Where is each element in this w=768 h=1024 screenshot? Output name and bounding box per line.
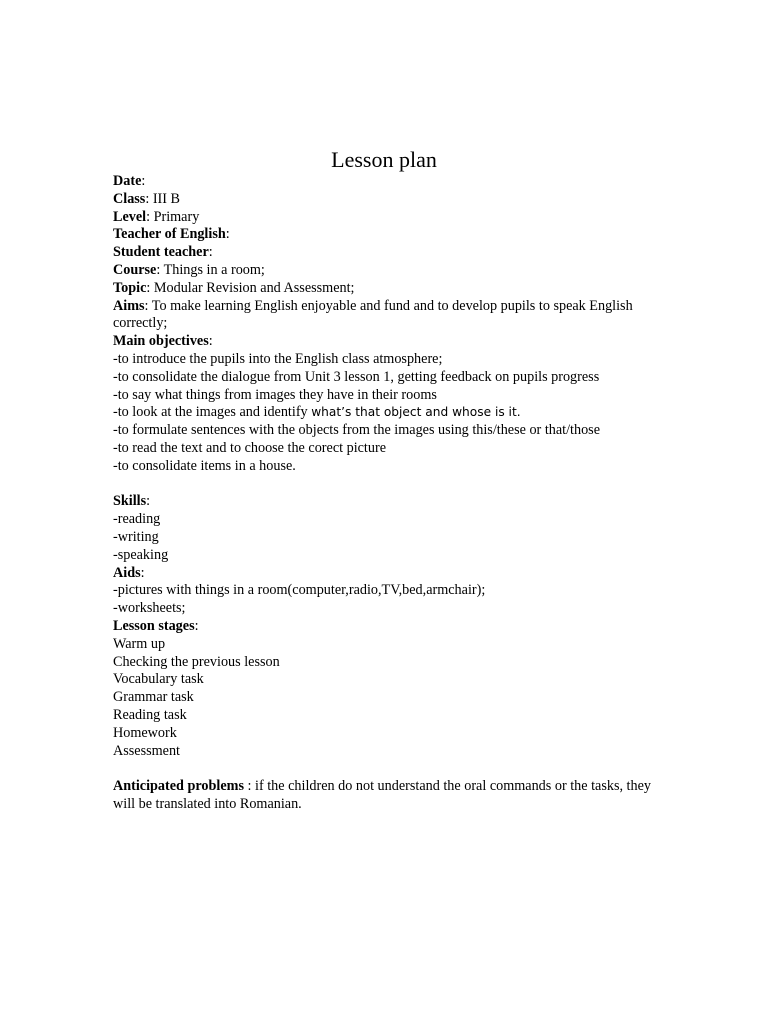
objective-item: -to formulate sentences with the objects from the images using this/these or that/those bbox=[113, 422, 600, 439]
field-level-value: Primary bbox=[150, 208, 200, 225]
skill-item: -writing bbox=[113, 528, 159, 545]
field-course-label: Course bbox=[113, 261, 157, 278]
lesson-stages-heading: Lesson stages: bbox=[113, 617, 199, 634]
field-aims-value: To make learning English enjoyable and fund and to develop pupils to speak English correctly; bbox=[113, 297, 633, 332]
field-level-label: Level bbox=[113, 208, 147, 225]
lesson-stages-label: Lesson stages bbox=[113, 617, 195, 634]
skills-label: Skills bbox=[113, 493, 147, 510]
anticipated-problems-value: : if the children do not understand the oral commands or the tasks, they will be translated into Romanian. bbox=[113, 778, 651, 812]
objective-item: -to consolidate items in a house. bbox=[113, 457, 296, 474]
objective-item bbox=[113, 404, 673, 422]
page-title: Lesson plan bbox=[331, 147, 437, 172]
aid-item: -worksheets; bbox=[113, 600, 186, 617]
stage-item: Reading task bbox=[113, 706, 187, 723]
stage-item: Checking the previous lesson bbox=[113, 653, 280, 670]
field-date-label: Date bbox=[113, 173, 142, 189]
field-date: Date: bbox=[113, 173, 146, 189]
spacer bbox=[113, 476, 673, 494]
skill-item: -speaking bbox=[113, 546, 169, 563]
field-teacher-label: Teacher of English bbox=[113, 226, 226, 243]
field-student-teacher: Student teacher: bbox=[113, 244, 213, 261]
main-objectives-label: Main objectives bbox=[113, 333, 209, 350]
stage-item: Grammar task bbox=[113, 689, 194, 706]
objective-item-text: -to look at the images and identify bbox=[113, 404, 312, 421]
stage-item: Homework bbox=[113, 724, 177, 741]
field-aims-label: Aims bbox=[113, 297, 145, 314]
field-level: Level: Primary bbox=[113, 208, 200, 225]
skill-item: -reading bbox=[113, 511, 161, 528]
field-class-label: Class bbox=[113, 190, 146, 207]
field-class: Class: III B bbox=[113, 190, 181, 207]
aids-heading: Aids: bbox=[113, 564, 145, 581]
field-topic-value: Modular Revision and Assessment; bbox=[150, 279, 355, 296]
field-course-value: Things in a room; bbox=[160, 261, 265, 278]
stage-item: Assessment bbox=[113, 742, 180, 759]
objective-item: -to say what things from images they have in their rooms bbox=[113, 386, 437, 403]
field-course: Course: Things in a room; bbox=[113, 261, 265, 278]
stage-item: Warm up bbox=[113, 635, 166, 652]
spacer bbox=[113, 760, 673, 778]
objective-item-sans-text: what’s that object and whose is it. bbox=[311, 405, 521, 420]
stage-item: Vocabulary task bbox=[113, 671, 204, 688]
main-objectives-heading: Main objectives: bbox=[113, 333, 213, 350]
anticipated-problems bbox=[113, 778, 673, 814]
field-teacher: Teacher of English: bbox=[113, 226, 230, 243]
aids-label: Aids bbox=[113, 564, 141, 581]
anticipated-problems-label: Anticipated problems bbox=[113, 778, 244, 795]
field-class-value: III B bbox=[149, 190, 181, 207]
field-aims: Aims: To make learning English enjoyable and fund and to develop pupils to speak English correctly; bbox=[113, 297, 633, 332]
objective-item: -to read the text and to choose the corect picture bbox=[113, 439, 386, 456]
field-topic: Topic: Modular Revision and Assessment; bbox=[113, 279, 355, 296]
aid-item: -pictures with things in a room(computer,radio,TV,bed,armchair); bbox=[113, 582, 486, 599]
objective-item: -to introduce the pupils into the English class atmosphere; bbox=[113, 350, 443, 367]
field-topic-label: Topic bbox=[113, 279, 147, 296]
objective-item: -to consolidate the dialogue from Unit 3 lesson 1, getting feedback on pupils progress bbox=[113, 368, 600, 385]
skills-heading: Skills: bbox=[113, 493, 151, 510]
field-student-teacher-label: Student teacher bbox=[113, 244, 209, 261]
lesson-plan-body bbox=[113, 173, 673, 814]
